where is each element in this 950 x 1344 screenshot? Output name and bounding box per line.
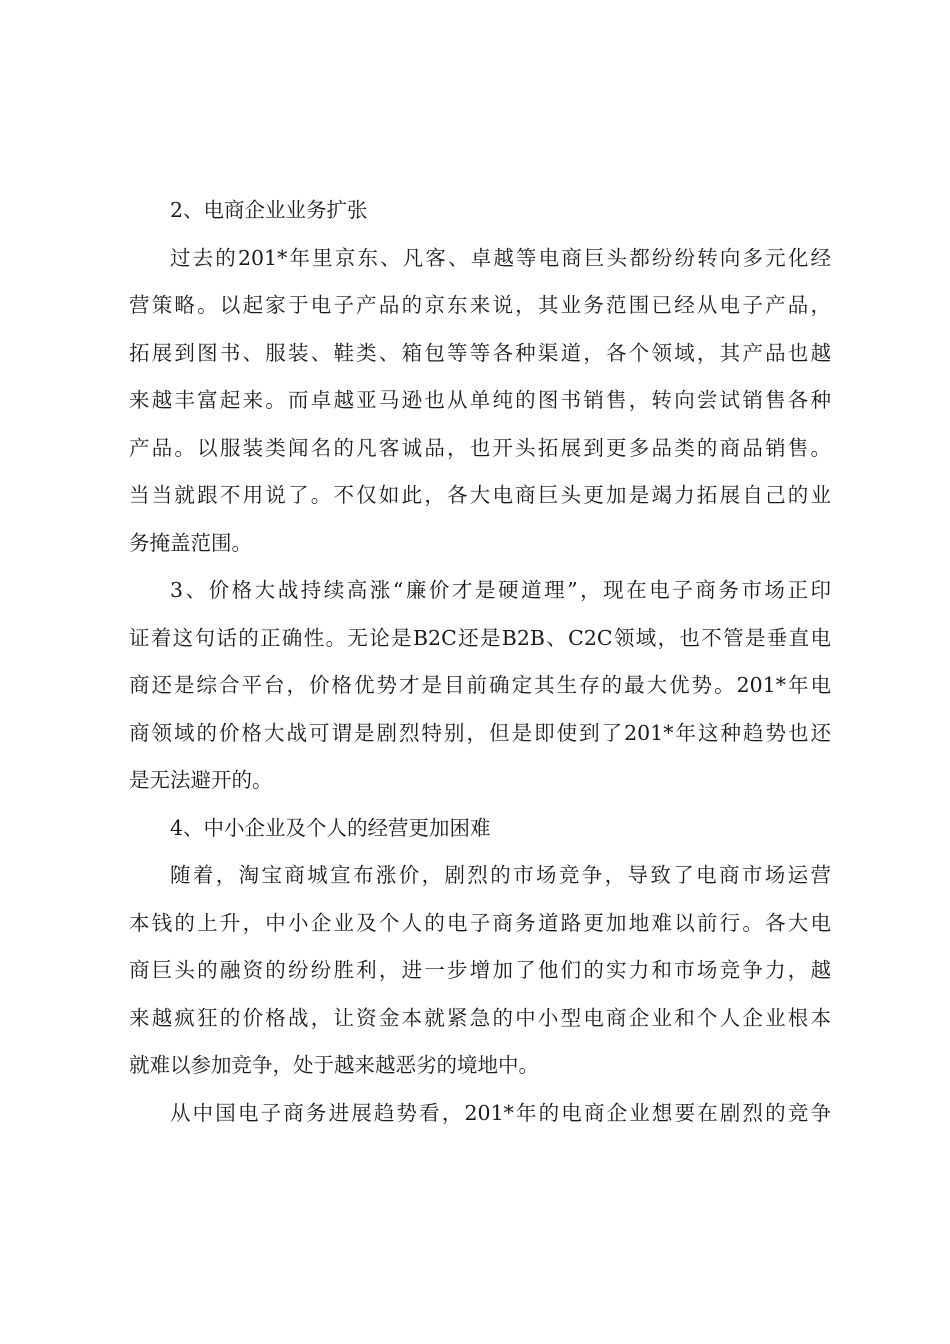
text-line: 3、价格大战持续高涨“廉价才是硬道理”，现在电子商务市场正印 [170, 578, 831, 602]
text-line: 商巨头的融资的纷纷胜利，进一步增加了他们的实力和市场竞争力，越 [129, 958, 831, 982]
text-line: 证着这句话的正确性。无论是B2C还是B2B、C2C领域，也不管是垂直电 [129, 625, 831, 650]
text-line: 是无法避开的。 [129, 768, 273, 792]
text-line: 拓展到图书、服装、鞋类、箱包等等各种渠道，各个领域，其产品也越 [129, 340, 831, 365]
text-line: 来越丰富起来。而卓越亚马逊也从单纯的图书销售，转向尝试销售各种 [129, 388, 831, 412]
text-line: 过去的201*年里京东、凡客、卓越等电商巨头都纷纷转向多元化经 [170, 245, 831, 270]
text-line: 从中国电子商务进展趋势看，201*年的电商企业想要在剧烈的竞争 [170, 1100, 831, 1125]
document-body [129, 187, 831, 1137]
text-line: 当当就跟不用说了。不仅如此，各大电商巨头更加是竭力拓展自己的业 [129, 483, 831, 507]
text-line: 本钱的上升，中小企业及个人的电子商务道路更加地难以前行。各大电 [129, 910, 831, 935]
text-line: 2、电商企业业务扩张 [170, 198, 368, 222]
text-line: 营策略。以起家于电子产品的京东来说，其业务范围已经从电子产品， [129, 293, 831, 317]
text-line: 随着，淘宝商城宣布涨价，剧烈的市场竞争，导致了电商市场运营 [170, 863, 831, 887]
text-line: 4、中小企业及个人的经营更加困难 [170, 815, 491, 840]
text-line: 产品。以服装类闻名的凡客诚品，也开头拓展到更多品类的商品销售。 [129, 435, 831, 460]
text-line: 来越疯狂的价格战，让资金本就紧急的中小型电商企业和个人企业根本 [129, 1005, 831, 1030]
text-line: 务掩盖范围。 [129, 530, 252, 555]
text-line: 商还是综合平台，价格优势才是目前确定其生存的最大优势。201*年电 [129, 673, 831, 697]
text-line: 就难以参加竞争，处于越来越恶劣的境地中。 [129, 1053, 539, 1077]
text-line: 商领域的价格大战可谓是剧烈特别，但是即使到了201*年这种趋势也还 [129, 720, 831, 745]
